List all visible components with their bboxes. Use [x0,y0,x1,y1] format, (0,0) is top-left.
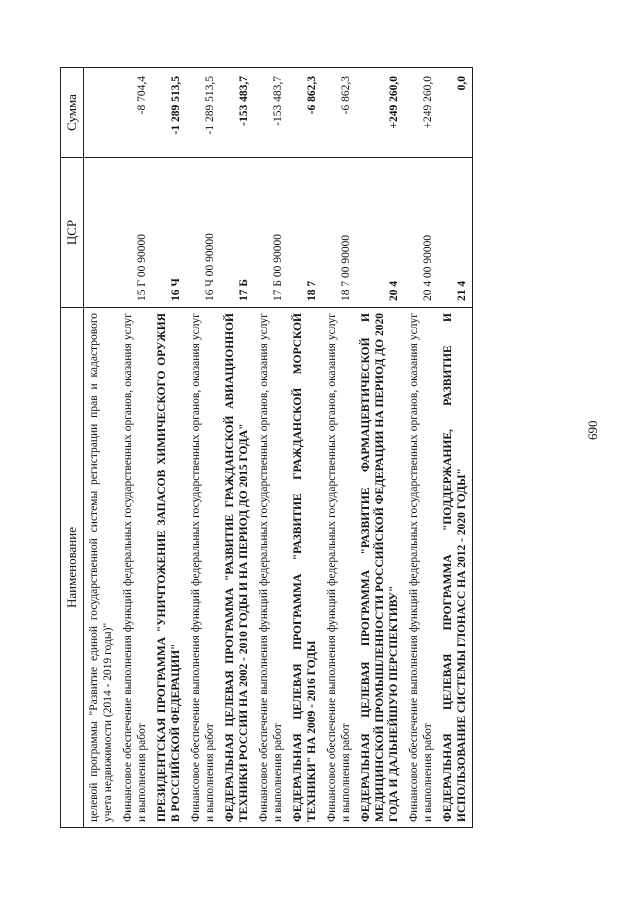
row-csr-cell: 20 4 [356,158,404,308]
row-sum-cell [84,68,119,158]
row-sum-cell: +249 260,0 [404,68,438,158]
table-row [288,68,322,828]
column-header-csr: ЦСР [61,158,84,308]
row-sum-cell: -1 289 513,5 [152,68,186,158]
row-csr-cell [84,158,119,308]
table-row [254,68,288,828]
table-row [220,68,254,828]
column-header-name: Наименование [61,308,84,828]
row-name-cell: ФЕДЕРАЛЬНАЯ ЦЕЛЕВАЯ ПРОГРАММА "РАЗВИТИЕ ФАРМАЦЕВТИЧЕСКОЙ И МЕДИЦИНСКОЙ ПРОМЫШЛЕННОСТИ РОССИЙСКОЙ ФЕДЕРАЦИИ НА ПЕРИОД ДО 2020 ГОДА И ДАЛЬНЕЙШУЮ ПЕРСПЕКТИВУ" [356,308,404,828]
row-csr-cell: 16 Ч [152,158,186,308]
table-row [404,68,438,828]
row-csr-cell: 18 7 [288,158,322,308]
table-row [356,68,404,828]
table-row [438,68,473,828]
table-row [118,68,152,828]
row-sum-cell: -6 862,3 [288,68,322,158]
row-name-cell: Финансовое обеспечение выполнения функций федеральных государственных органов, оказания услуг и выполнения работ [118,308,152,828]
page-number: 690 [585,420,600,440]
row-csr-cell: 17 Б 00 90000 [254,158,288,308]
table-row [84,68,119,828]
row-name-cell: Финансовое обеспечение выполнения функций федеральных государственных органов, оказания услуг и выполнения работ [404,308,438,828]
row-sum-cell: -153 483,7 [220,68,254,158]
table-header-row [61,68,84,828]
row-name-cell: ПРЕЗИДЕНТСКАЯ ПРОГРАММА "УНИЧТОЖЕНИЕ ЗАПАСОВ ХИМИЧЕСКОГО ОРУЖИЯ В РОССИЙСКОЙ ФЕДЕРАЦИИ" [152,308,186,828]
row-csr-cell: 15 Г 00 90000 [118,158,152,308]
row-name-cell: целевой программы "Развитие единой государственной системы регистрации прав и кадастрового учета недвижимости (2014 - 2019 годы)" [84,308,119,828]
row-csr-cell: 21 4 [438,158,473,308]
budget-table [60,67,473,828]
row-sum-cell: +249 260,0 [356,68,404,158]
row-name-cell: ФЕДЕРАЛЬНАЯ ЦЕЛЕВАЯ ПРОГРАММА "РАЗВИТИЕ ГРАЖДАНСКОЙ АВИАЦИОННОЙ ТЕХНИКИ РОССИИ НА 2002 - 2010 ГОДЫ И НА ПЕРИОД ДО 2015 ГОДА" [220,308,254,828]
rotated-document-sheet [60,68,560,828]
table-row [186,68,220,828]
row-csr-cell: 17 Б [220,158,254,308]
row-sum-cell: -6 862,3 [322,68,356,158]
row-csr-cell: 16 Ч 00 90000 [186,158,220,308]
row-sum-cell: -1 289 513,5 [186,68,220,158]
row-name-cell: Финансовое обеспечение выполнения функций федеральных государственных органов, оказания услуг и выполнения работ [186,308,220,828]
table-row [152,68,186,828]
row-sum-cell: 0,0 [438,68,473,158]
row-name-cell: ФЕДЕРАЛЬНАЯ ЦЕЛЕВАЯ ПРОГРАММА "ПОДДЕРЖАНИЕ, РАЗВИТИЕ И ИСПОЛЬЗОВАНИЕ СИСТЕМЫ ГЛОНАСС НА 2012 - 2020 ГОДЫ" [438,308,473,828]
row-csr-cell: 18 7 00 90000 [322,158,356,308]
row-name-cell: Финансовое обеспечение выполнения функций федеральных государственных органов, оказания услуг и выполнения работ [322,308,356,828]
row-name-cell: ФЕДЕРАЛЬНАЯ ЦЕЛЕВАЯ ПРОГРАММА "РАЗВИТИЕ ГРАЖДАНСКОЙ МОРСКОЙ ТЕХНИКИ" НА 2009 - 2016 ГОДЫ [288,308,322,828]
column-header-sum: Сумма [61,68,84,158]
row-name-cell: Финансовое обеспечение выполнения функций федеральных государственных органов, оказания услуг и выполнения работ [254,308,288,828]
row-csr-cell: 20 4 00 90000 [404,158,438,308]
row-sum-cell: -8 704,4 [118,68,152,158]
row-sum-cell: -153 483,7 [254,68,288,158]
table-row [322,68,356,828]
